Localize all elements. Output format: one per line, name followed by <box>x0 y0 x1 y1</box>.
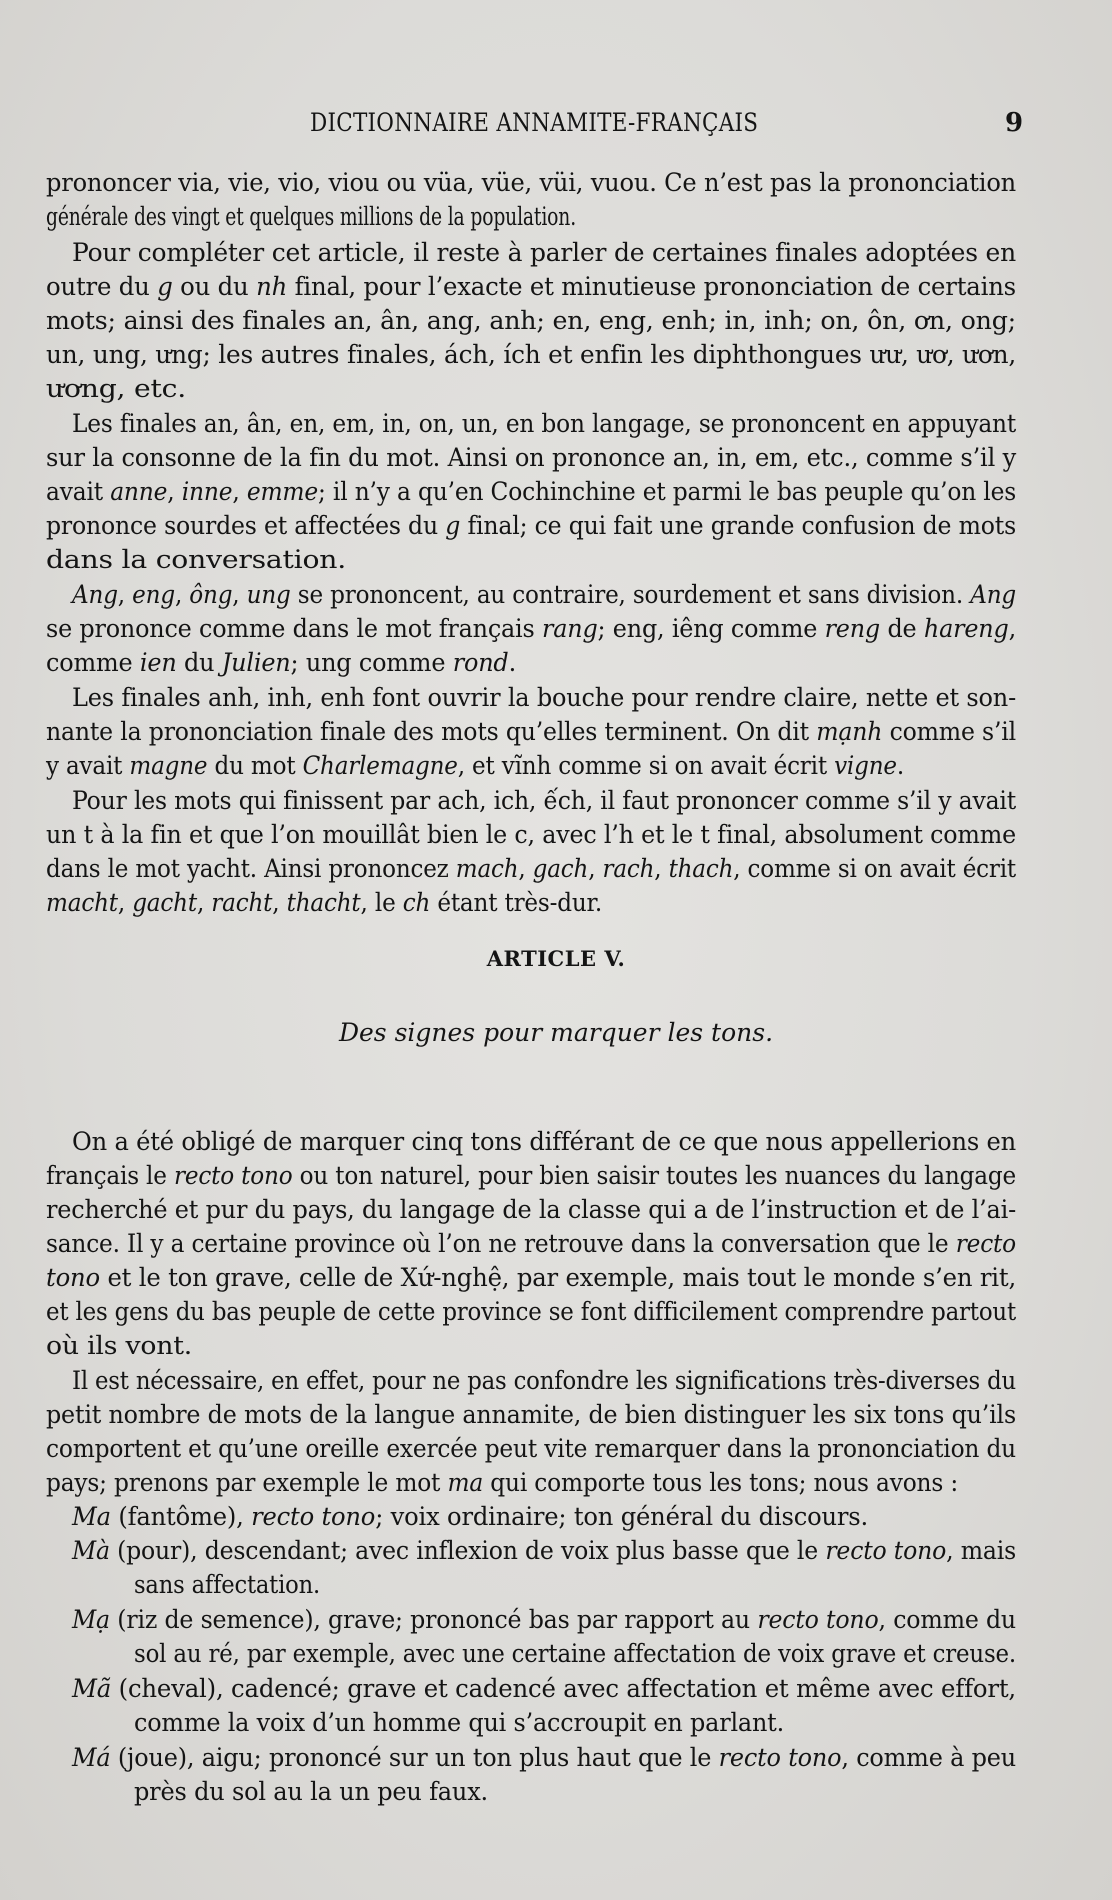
text-line: et les gens du bas peuple de cette province se font difficilement comprendre partout <box>46 1297 1016 1326</box>
text-line: prononce sourdes et affectées du g final; ce qui fait une grande confusion de mots <box>46 511 1017 540</box>
text-line: comportent et qu’une oreille exercée peut vite remarquer dans la prononciation du <box>46 1434 1016 1463</box>
text-line: outre du g ou du nh final, pour l’exacte et minutieuse prononciation de certains <box>46 272 1016 301</box>
text-line: dans le mot yacht. Ainsi prononcez mach, gach, rach, thach, comme si on avait écrit <box>46 854 1016 883</box>
tone-entry-line: Ma (fantôme), recto tono; voix ordinaire; ton général du discours. <box>72 1502 868 1531</box>
tone-entry-line: Mã (cheval), cadencé; grave et cadencé avec affectation et même avec effort, <box>72 1674 1017 1703</box>
text-line: Pour les mots qui finissent par ach, ich, ếch, il faut prononcer comme s’il y avait <box>72 786 1016 815</box>
text-line: comme ien du Julien; ung comme rond. <box>46 648 516 677</box>
text-line: petit nombre de mots de la langue annamite, de bien distinguer les six tons qu’ils <box>46 1400 1016 1429</box>
page-number: 9 <box>1005 108 1024 138</box>
article-heading: ARTICLE V. <box>486 946 626 971</box>
text-line: générale des vingt et quelques millions de la population. <box>46 202 576 231</box>
text-line: Il est nécessaire, en effet, pour ne pas confondre les significations très-diverses du <box>72 1366 1016 1395</box>
text-line: Ang, eng, ông, ung se prononcent, au contraire, sourdement et sans division. Ang <box>72 580 1016 609</box>
tone-entry-line: Mà (pour), descendant; avec inflexion de voix plus basse que le recto tono, mais <box>72 1536 1016 1565</box>
text-line: Les finales anh, inh, enh font ouvrir la bouche pour rendre claire, nette et son- <box>72 683 1016 712</box>
text-line: tono et le ton grave, celle de Xứ-nghệ, par exemple, mais tout le monde s’en rit, <box>46 1263 1016 1292</box>
text-line: où ils vont. <box>46 1331 192 1360</box>
text-line: français le recto tono ou ton naturel, pour bien saisir toutes les nuances du langage <box>46 1161 1016 1190</box>
text-line: sur la consonne de la fin du mot. Ainsi on prononce an, in, em, etc., comme s’il y <box>46 443 1016 472</box>
tone-entry-line: comme la voix d’un homme qui s’accroupit en parlant. <box>134 1708 784 1737</box>
text-line: y avait magne du mot Charlemagne, et vĩnh comme si on avait écrit vigne. <box>46 751 904 780</box>
text-line: ương, etc. <box>46 374 186 403</box>
text-line: recherché et pur du pays, du langage de la classe qui a de l’instruction et de l’ai- <box>46 1195 1016 1224</box>
tone-entry-line: Mạ (riz de semence), grave; prononcé bas par rapport au recto tono, comme du <box>72 1605 1016 1634</box>
text-line: sance. Il y a certaine province où l’on ne retrouve dans la conversation que le recto <box>46 1229 1016 1258</box>
text-line: Pour compléter cet article, il reste à parler de certaines finales adoptées en <box>72 238 1016 267</box>
text-line: un, ung, ưng; les autres finales, ách, ích et enfin les diphthongues ưư, ươ, ươn, <box>46 340 1016 369</box>
tone-entry-line: sol au ré, par exemple, avec une certaine affectation de voix grave et creuse. <box>134 1639 1016 1668</box>
text-line: On a été obligé de marquer cinq tons différant de ce que nous appellerions en <box>72 1127 1016 1156</box>
tone-entry-line: près du sol au la un peu faux. <box>134 1777 488 1806</box>
text-line: mots; ainsi des finales an, ân, ang, anh; en, eng, enh; in, inh; on, ôn, ơn, ong; <box>46 306 1016 335</box>
text-line: prononcer via, vie, vio, viou ou vüa, vüe, vüi, vuou. Ce n’est pas la prononciation <box>46 168 1016 197</box>
article-subheading: Des signes pour marquer les tons. <box>338 1018 774 1047</box>
running-title: DICTIONNAIRE ANNAMITE-FRANÇAIS <box>310 108 759 137</box>
text-line: se prononce comme dans le mot français rang; eng, iêng comme reng de hareng, <box>46 614 1016 643</box>
text-line: avait anne, inne, emme; il n’y a qu’en Cochinchine et parmi le bas peuple qu’on les <box>46 477 1016 506</box>
tone-entry-line: sans affectation. <box>134 1570 320 1599</box>
tone-entry-line: Má (joue), aigu; prononcé sur un ton plus haut que le recto tono, comme à peu <box>72 1743 1016 1772</box>
text-line: pays; prenons par exemple le mot ma qui comporte tous les tons; nous avons : <box>46 1468 958 1497</box>
text-line: un t à la fin et que l’on mouillât bien le c, avec l’h et le t final, absolument comme <box>46 820 1016 849</box>
text-line: dans la conversation. <box>46 545 346 574</box>
text-line: macht, gacht, racht, thacht, le ch étant très-dur. <box>46 888 602 917</box>
text-line: Les finales an, ân, en, em, in, on, un, en bon langage, se prononcent en appuyant <box>72 409 1016 438</box>
text-line: nante la prononciation finale des mots qu’elles terminent. On dit mạnh comme s’il <box>46 717 1016 746</box>
